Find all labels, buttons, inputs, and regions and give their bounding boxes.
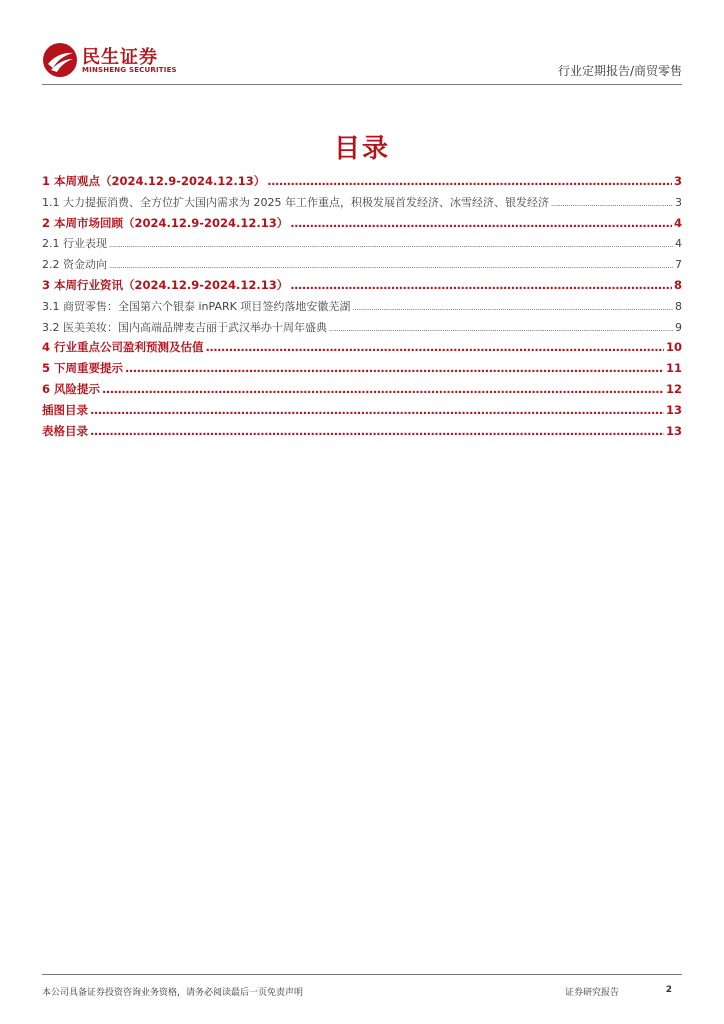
table-of-contents — [42, 173, 682, 443]
header-divider — [42, 84, 682, 85]
toc-leader-dots — [90, 403, 664, 417]
toc-entry-label: 2.1 行业表现 — [42, 237, 107, 251]
toc-entry-page: 12 — [665, 381, 682, 396]
toc-entry-page: 8 — [673, 277, 682, 292]
toc-entry[interactable] — [42, 339, 682, 360]
toc-entry-label: 3 本周行业资讯（2024.12.9-2024.12.13） — [42, 277, 289, 292]
footer-doc-type: 证券研究报告 — [565, 988, 620, 998]
footer-divider — [42, 974, 682, 975]
toc-entry-page: 13 — [665, 423, 682, 438]
logo-text-cn: 民生证券 — [82, 47, 158, 68]
toc-entry-page: 3 — [675, 195, 682, 209]
toc-entry-page: 11 — [665, 361, 682, 376]
logo-text-en: MINSHENG SECURITIES — [82, 66, 177, 74]
toc-entry[interactable] — [42, 215, 682, 236]
toc-entry-label: 3.1 商贸零售：全国第六个银泰 inPARK 项目签约落地安徽芜湖 — [42, 299, 351, 313]
toc-leader-dots — [109, 262, 673, 270]
toc-leader-dots — [352, 304, 673, 312]
page-header — [42, 40, 682, 84]
company-logo — [42, 40, 182, 80]
toc-entry-label: 2.2 资金动向 — [42, 258, 107, 272]
toc-entry-label: 3.2 医美美妆：国内高端品牌麦吉丽于武汉举办十周年盛典 — [42, 320, 327, 334]
toc-leader-dots — [551, 200, 673, 208]
toc-entry-page: 4 — [673, 215, 682, 230]
toc-entry-page: 3 — [673, 174, 682, 188]
toc-entry-page: 9 — [675, 320, 682, 334]
toc-entry-page: 4 — [675, 237, 682, 251]
toc-entry[interactable] — [42, 256, 682, 277]
toc-leader-dots — [206, 340, 664, 354]
toc-entry[interactable] — [42, 319, 682, 340]
toc-entry-page: 10 — [665, 340, 682, 355]
toc-leader-dots — [290, 216, 672, 230]
toc-leader-dots — [329, 325, 673, 333]
toc-entry-page: 7 — [675, 258, 682, 272]
toc-leader-dots — [125, 361, 664, 375]
toc-leader-dots — [90, 424, 664, 438]
toc-entry[interactable] — [42, 277, 682, 298]
toc-leader-dots — [102, 382, 664, 396]
toc-entry-label: 1 本周观点（2024.12.9-2024.12.13） — [42, 174, 266, 188]
toc-entry[interactable] — [42, 360, 682, 381]
toc-leader-dots — [267, 174, 672, 188]
page-number: 2 — [665, 985, 672, 995]
toc-entry-label: 插图目录 — [42, 402, 88, 417]
report-type: 行业定期报告/商贸零售 — [557, 64, 682, 78]
toc-entry[interactable] — [42, 423, 682, 444]
toc-entry[interactable] — [42, 194, 682, 215]
footer-disclaimer: 本公司具备证券投资咨询业务资格，请务必阅读最后一页免责声明 — [42, 988, 304, 998]
toc-entry-label: 6 风险提示 — [42, 381, 101, 396]
toc-entry-label: 表格目录 — [42, 423, 88, 438]
toc-entry-label: 5 下周重要提示 — [42, 361, 124, 376]
minsheng-logo-icon — [42, 42, 78, 78]
toc-leader-dots — [290, 278, 672, 292]
toc-entry[interactable] — [42, 173, 682, 194]
toc-entry-label: 2 本周市场回顾（2024.12.9-2024.12.13） — [42, 215, 289, 230]
toc-entry-label: 1.1 大力提振消费、全方位扩大国内需求为 2025 年工作重点，积极发展首发经济、冰雪经济、银发经济 — [42, 195, 549, 209]
toc-entry[interactable] — [42, 235, 682, 256]
toc-entry[interactable] — [42, 402, 682, 423]
toc-leader-dots — [109, 241, 673, 249]
toc-entry-label: 4 行业重点公司盈利预测及估值 — [42, 340, 204, 355]
toc-entry-page: 13 — [665, 402, 682, 417]
toc-title: 目录 — [333, 134, 390, 164]
toc-entry-page: 8 — [675, 299, 682, 313]
toc-entry[interactable] — [42, 381, 682, 402]
toc-entry[interactable] — [42, 298, 682, 319]
